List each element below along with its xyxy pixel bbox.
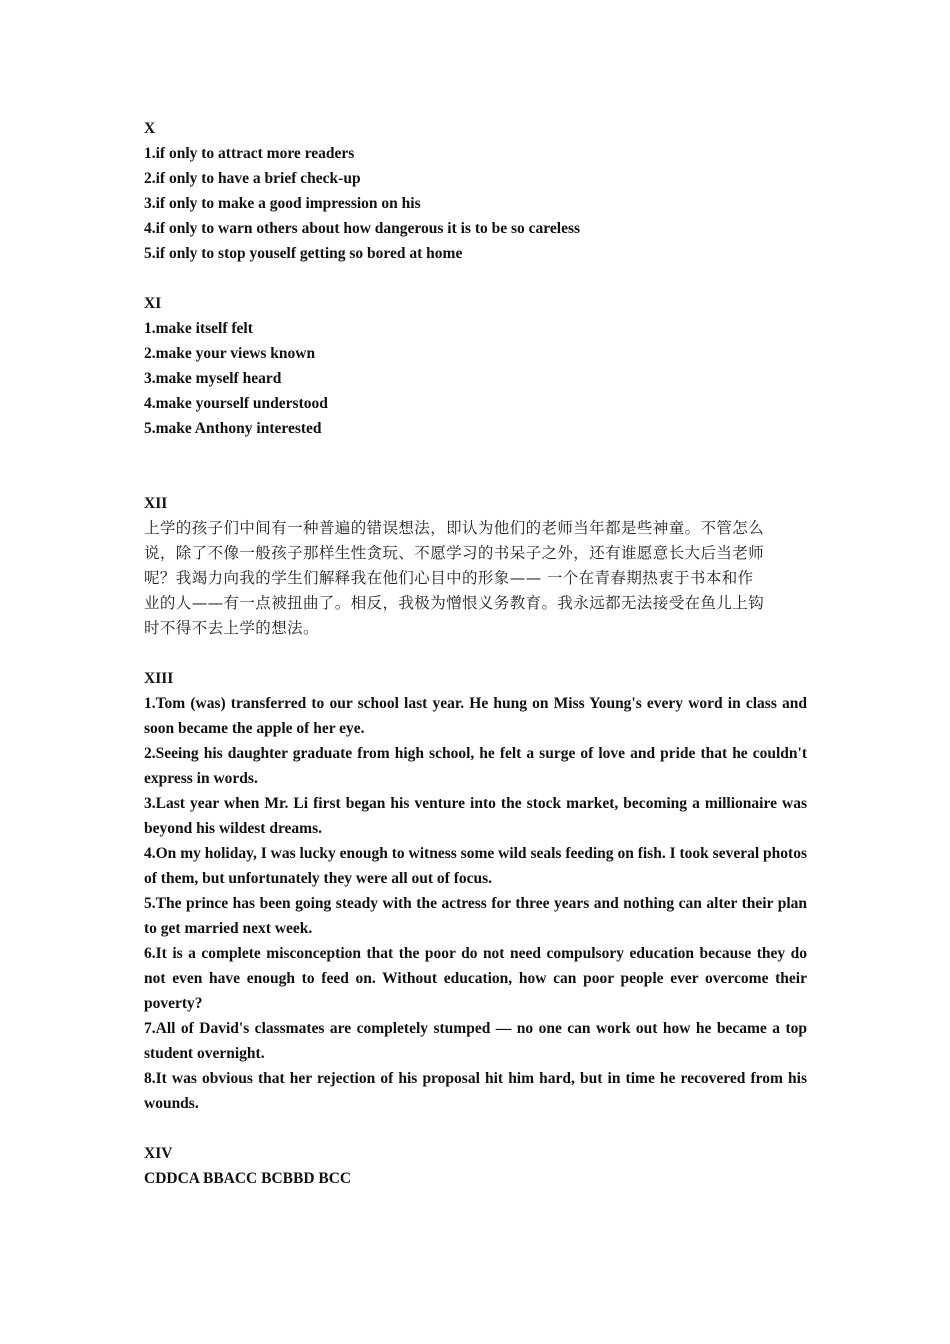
section-xiii-item-3: 3.Last year when Mr. Li first began his venture into the stock market, becoming a millionaire was beyond his wildest dreams. — [144, 795, 807, 837]
translation-line-4: 业的人——有一点被扭曲了。相反，我极为憎恨义务教育。我永远都无法接受在鱼儿上钩 — [144, 594, 765, 612]
section-xi-item-4: 4.make yourself understood — [144, 395, 328, 412]
section-x-item-5: 5.if only to stop youself getting so bored at home — [144, 245, 463, 262]
section-xiii-item-2: 2.Seeing his daughter graduate from high school, he felt a surge of love and pride that he couldn't express in words. — [144, 745, 807, 787]
translation-line-1: 上学的孩子们中间有一种普遍的错误想法，即认为他们的老师当年都是些神童。不管怎么 — [144, 519, 765, 537]
section-xiii-item-4: 4.On my holiday, I was lucky enough to witness some wild seals feeding on fish. I took several photos of them, but unfortunately they were all out of focus. — [144, 845, 807, 887]
section-xiv-answers: CDDCA BBACC BCBBD BCC — [144, 1170, 352, 1187]
section-xiv — [144, 1141, 807, 1191]
section-x-item-3: 3.if only to make a good impression on his — [144, 195, 421, 212]
section-xiii — [144, 666, 807, 1116]
section-x-heading: X — [144, 120, 156, 137]
section-x-item-1: 1.if only to attract more readers — [144, 145, 355, 162]
section-xi-item-1: 1.make itself felt — [144, 320, 253, 337]
section-x — [144, 116, 807, 266]
translation-line-3: 呢？我竭力向我的学生们解释我在他们心目中的形象—— 一个在青春期热衷于书本和作 — [144, 569, 754, 587]
translation-line-2: 说，除了不像一般孩子那样生性贪玩、不愿学习的书呆子之外，还有谁愿意长大后当老师 — [144, 544, 765, 562]
section-xiii-item-1: 1.Tom (was) transferred to our school last year. He hung on Miss Young's every word in class and soon became the apple of her eye. — [144, 695, 807, 737]
spacer — [144, 1116, 807, 1141]
section-xi-heading: XI — [144, 295, 162, 312]
spacer — [144, 266, 807, 291]
section-xii — [144, 491, 807, 641]
spacer — [144, 441, 807, 491]
section-xii-heading: XII — [144, 495, 168, 512]
section-xiii-item-6: 6.It is a complete misconception that the poor do not need compulsory education because they do not even have enough to feed on. Without education, how can poor people ever overcome their poverty? — [144, 945, 807, 1012]
answer-key-page — [144, 116, 807, 1191]
section-xiii-item-7: 7.All of David's classmates are completely stumped — no one can work out how he became a top student overnight. — [144, 1020, 807, 1062]
section-xi-item-3: 3.make myself heard — [144, 370, 282, 387]
section-xi — [144, 291, 807, 441]
section-xi-item-5: 5.make Anthony interested — [144, 420, 322, 437]
translation-line-5: 时不得不去上学的想法。 — [144, 619, 319, 637]
section-xi-item-2: 2.make your views known — [144, 345, 316, 362]
section-xiii-item-5: 5.The prince has been going steady with the actress for three years and nothing can alter their plan to get married next week. — [144, 895, 807, 937]
section-xiv-heading: XIV — [144, 1145, 173, 1162]
section-xiii-heading: XIII — [144, 670, 174, 687]
section-xiii-item-8: 8.It was obvious that her rejection of his proposal hit him hard, but in time he recovered from his wounds. — [144, 1070, 807, 1112]
section-x-item-2: 2.if only to have a brief check-up — [144, 170, 361, 187]
spacer — [144, 641, 807, 666]
section-x-item-4: 4.if only to warn others about how dangerous it is to be so careless — [144, 220, 581, 237]
